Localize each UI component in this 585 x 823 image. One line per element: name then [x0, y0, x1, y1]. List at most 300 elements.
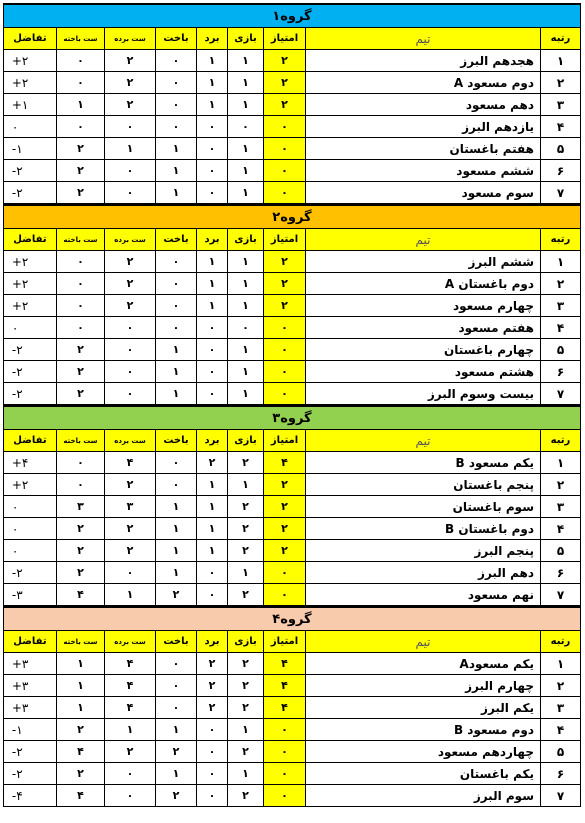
header-won: برد [197, 631, 228, 653]
cell-sets-won: ۴ [105, 697, 156, 719]
cell-lost: ۱ [156, 383, 197, 405]
table-row [3, 72, 580, 94]
cell-rank: ۴ [541, 116, 581, 138]
group-title: گروه۲ [3, 205, 580, 229]
table-row [3, 496, 580, 518]
cell-sets-won: ۲ [105, 94, 156, 116]
cell-won: ۱ [197, 496, 228, 518]
cell-played: ۱ [228, 474, 264, 496]
cell-played: ۲ [228, 785, 264, 807]
cell-diff: -۲ [3, 562, 56, 584]
header-sets-lost: ست باخته [57, 28, 105, 50]
header-won: برد [197, 430, 228, 452]
header-won: برد [197, 28, 228, 50]
cell-sets-lost: ۰ [57, 116, 105, 138]
cell-played: ۱ [228, 361, 264, 383]
cell-won: ۱ [197, 295, 228, 317]
cell-points: ۲ [264, 273, 306, 295]
cell-points: ۴ [264, 452, 306, 474]
header-row [3, 229, 580, 251]
cell-played: ۰ [228, 317, 264, 339]
cell-sets-won: ۰ [105, 763, 156, 785]
cell-points: ۲ [264, 295, 306, 317]
header-played: بازی [228, 430, 264, 452]
group-table-4 [3, 606, 581, 807]
cell-points: ۲ [264, 496, 306, 518]
cell-lost: ۱ [156, 361, 197, 383]
cell-lost: ۰ [156, 317, 197, 339]
cell-rank: ۵ [541, 540, 581, 562]
cell-points: ۲ [264, 72, 306, 94]
header-sets-lost: ست باخته [57, 430, 105, 452]
cell-points: ۲ [264, 251, 306, 273]
cell-points: ۰ [264, 138, 306, 160]
group-title-row [3, 406, 580, 430]
cell-won: ۰ [197, 116, 228, 138]
cell-sets-won: ۲ [105, 295, 156, 317]
table-row [3, 719, 580, 741]
header-rank: رتبه [541, 28, 581, 50]
cell-won: ۰ [197, 763, 228, 785]
cell-team: نهم مسعود [306, 584, 541, 606]
table-row [3, 763, 580, 785]
cell-sets-won: ۳ [105, 496, 156, 518]
cell-sets-lost: ۱ [57, 697, 105, 719]
cell-rank: ۷ [541, 785, 581, 807]
cell-diff: ۰ [3, 540, 56, 562]
cell-lost: ۱ [156, 339, 197, 361]
cell-played: ۱ [228, 138, 264, 160]
cell-diff: -۲ [3, 741, 56, 763]
cell-lost: ۲ [156, 785, 197, 807]
cell-sets-lost: ۴ [57, 785, 105, 807]
cell-sets-won: ۰ [105, 361, 156, 383]
cell-sets-lost: ۰ [57, 72, 105, 94]
cell-team: چهارم باغستان [306, 339, 541, 361]
cell-points: ۲ [264, 518, 306, 540]
header-sets-won: ست برده [105, 631, 156, 653]
cell-diff: -۱ [3, 719, 56, 741]
cell-lost: ۰ [156, 452, 197, 474]
header-points: امتیاز [264, 229, 306, 251]
header-row [3, 430, 580, 452]
cell-lost: ۱ [156, 496, 197, 518]
cell-team: ششم البرز [306, 251, 541, 273]
cell-lost: ۰ [156, 295, 197, 317]
cell-points: ۰ [264, 317, 306, 339]
cell-diff: +۳ [3, 697, 56, 719]
table-row [3, 251, 580, 273]
cell-points: ۴ [264, 697, 306, 719]
cell-rank: ۵ [541, 339, 581, 361]
cell-team: دوم مسعود B [306, 719, 541, 741]
cell-diff: -۲ [3, 339, 56, 361]
cell-diff: -۳ [3, 584, 56, 606]
cell-sets-won: ۲ [105, 540, 156, 562]
cell-sets-won: ۲ [105, 273, 156, 295]
group-title: گروه۴ [3, 607, 580, 631]
cell-lost: ۱ [156, 719, 197, 741]
cell-sets-lost: ۰ [57, 295, 105, 317]
cell-lost: ۱ [156, 160, 197, 182]
cell-won: ۱ [197, 251, 228, 273]
cell-won: ۰ [197, 785, 228, 807]
cell-sets-lost: ۰ [57, 317, 105, 339]
table-row [3, 361, 580, 383]
header-team: تیم [306, 28, 541, 50]
group-title-row [3, 4, 580, 28]
header-team: تیم [306, 631, 541, 653]
cell-sets-lost: ۲ [57, 763, 105, 785]
cell-sets-won: ۰ [105, 182, 156, 204]
cell-lost: ۱ [156, 138, 197, 160]
cell-sets-won: ۲ [105, 474, 156, 496]
cell-played: ۱ [228, 562, 264, 584]
header-diff: تفاضل [3, 229, 56, 251]
cell-team: هشتم مسعود [306, 361, 541, 383]
cell-rank: ۱ [541, 251, 581, 273]
cell-diff: +۲ [3, 72, 56, 94]
cell-points: ۲ [264, 50, 306, 72]
cell-played: ۱ [228, 273, 264, 295]
cell-won: ۱ [197, 72, 228, 94]
cell-diff: +۲ [3, 295, 56, 317]
table-row [3, 697, 580, 719]
cell-diff: -۲ [3, 763, 56, 785]
group-title: گروه۳ [3, 406, 580, 430]
cell-sets-won: ۲ [105, 741, 156, 763]
cell-lost: ۰ [156, 72, 197, 94]
cell-sets-lost: ۲ [57, 518, 105, 540]
cell-diff: +۲ [3, 50, 56, 72]
cell-lost: ۱ [156, 518, 197, 540]
cell-team: دوم باغستان A [306, 273, 541, 295]
header-sets-won: ست برده [105, 430, 156, 452]
cell-won: ۰ [197, 584, 228, 606]
header-points: امتیاز [264, 28, 306, 50]
header-points: امتیاز [264, 430, 306, 452]
cell-diff: ۰ [3, 518, 56, 540]
cell-diff: -۲ [3, 361, 56, 383]
table-row [3, 675, 580, 697]
header-sets-lost: ست باخته [57, 631, 105, 653]
cell-diff: ۰ [3, 116, 56, 138]
cell-lost: ۰ [156, 251, 197, 273]
cell-sets-lost: ۰ [57, 273, 105, 295]
cell-won: ۰ [197, 317, 228, 339]
cell-played: ۱ [228, 72, 264, 94]
cell-won: ۰ [197, 138, 228, 160]
cell-lost: ۰ [156, 50, 197, 72]
cell-sets-won: ۰ [105, 339, 156, 361]
table-row [3, 741, 580, 763]
cell-won: ۰ [197, 160, 228, 182]
cell-lost: ۰ [156, 116, 197, 138]
cell-rank: ۲ [541, 474, 581, 496]
cell-points: ۰ [264, 182, 306, 204]
cell-sets-lost: ۱ [57, 675, 105, 697]
header-team: تیم [306, 229, 541, 251]
cell-team: چهارم البرز [306, 675, 541, 697]
header-diff: تفاضل [3, 631, 56, 653]
cell-lost: ۰ [156, 273, 197, 295]
header-diff: تفاضل [3, 430, 56, 452]
cell-sets-won: ۲ [105, 251, 156, 273]
cell-rank: ۴ [541, 518, 581, 540]
header-lost: باخت [156, 229, 197, 251]
cell-rank: ۲ [541, 72, 581, 94]
cell-sets-lost: ۳ [57, 496, 105, 518]
cell-played: ۲ [228, 697, 264, 719]
cell-rank: ۶ [541, 160, 581, 182]
cell-points: ۴ [264, 653, 306, 675]
cell-sets-lost: ۰ [57, 50, 105, 72]
table-row [3, 160, 580, 182]
cell-sets-lost: ۲ [57, 182, 105, 204]
cell-sets-lost: ۱ [57, 653, 105, 675]
cell-diff: +۲ [3, 251, 56, 273]
header-rank: رتبه [541, 631, 581, 653]
group-table-2 [3, 204, 581, 405]
table-row [3, 182, 580, 204]
header-sets-lost: ست باخته [57, 229, 105, 251]
header-row [3, 631, 580, 653]
cell-lost: ۲ [156, 741, 197, 763]
group-title-row [3, 607, 580, 631]
standings-sheet [4, 3, 581, 807]
cell-points: ۰ [264, 763, 306, 785]
cell-sets-won: ۰ [105, 317, 156, 339]
cell-sets-won: ۰ [105, 160, 156, 182]
cell-diff: +۲ [3, 273, 56, 295]
cell-diff: -۲ [3, 160, 56, 182]
cell-won: ۱ [197, 518, 228, 540]
cell-points: ۰ [264, 361, 306, 383]
cell-rank: ۵ [541, 741, 581, 763]
cell-sets-won: ۴ [105, 675, 156, 697]
cell-sets-won: ۰ [105, 562, 156, 584]
cell-team: یکم مسعود B [306, 452, 541, 474]
cell-played: ۲ [228, 653, 264, 675]
cell-sets-won: ۱ [105, 584, 156, 606]
cell-diff: +۴ [3, 452, 56, 474]
cell-points: ۰ [264, 741, 306, 763]
cell-team: دوم باغستان B [306, 518, 541, 540]
header-lost: باخت [156, 631, 197, 653]
header-rank: رتبه [541, 430, 581, 452]
cell-team: دوم مسعود A [306, 72, 541, 94]
cell-team: یازدهم البرز [306, 116, 541, 138]
cell-rank: ۵ [541, 138, 581, 160]
cell-rank: ۴ [541, 317, 581, 339]
header-points: امتیاز [264, 631, 306, 653]
cell-lost: ۱ [156, 540, 197, 562]
cell-rank: ۳ [541, 295, 581, 317]
cell-played: ۲ [228, 452, 264, 474]
cell-won: ۲ [197, 675, 228, 697]
cell-played: ۲ [228, 584, 264, 606]
cell-diff: ۰ [3, 496, 56, 518]
cell-sets-lost: ۰ [57, 474, 105, 496]
table-row [3, 584, 580, 606]
cell-sets-lost: ۰ [57, 452, 105, 474]
cell-sets-won: ۰ [105, 785, 156, 807]
cell-sets-lost: ۴ [57, 741, 105, 763]
cell-sets-won: ۰ [105, 116, 156, 138]
cell-points: ۲ [264, 94, 306, 116]
cell-diff: +۳ [3, 653, 56, 675]
cell-won: ۰ [197, 383, 228, 405]
cell-team: یکم مسعودA [306, 653, 541, 675]
cell-rank: ۶ [541, 763, 581, 785]
cell-sets-won: ۴ [105, 452, 156, 474]
table-row [3, 116, 580, 138]
cell-points: ۲ [264, 540, 306, 562]
cell-team: سوم مسعود [306, 182, 541, 204]
cell-diff: +۳ [3, 675, 56, 697]
cell-lost: ۰ [156, 474, 197, 496]
cell-won: ۰ [197, 741, 228, 763]
cell-team: دهم مسعود [306, 94, 541, 116]
cell-played: ۱ [228, 295, 264, 317]
cell-diff: -۲ [3, 383, 56, 405]
cell-lost: ۱ [156, 763, 197, 785]
cell-lost: ۰ [156, 675, 197, 697]
header-lost: باخت [156, 430, 197, 452]
cell-rank: ۷ [541, 182, 581, 204]
cell-lost: ۱ [156, 182, 197, 204]
cell-team: یکم البرز [306, 697, 541, 719]
cell-points: ۰ [264, 339, 306, 361]
cell-played: ۲ [228, 741, 264, 763]
cell-lost: ۰ [156, 653, 197, 675]
cell-won: ۰ [197, 339, 228, 361]
group-title-row [3, 205, 580, 229]
table-row [3, 562, 580, 584]
cell-won: ۱ [197, 273, 228, 295]
cell-won: ۱ [197, 540, 228, 562]
cell-team: پنجم البرز [306, 540, 541, 562]
table-row [3, 540, 580, 562]
cell-played: ۰ [228, 116, 264, 138]
table-row [3, 273, 580, 295]
cell-won: ۲ [197, 697, 228, 719]
group-table-3 [3, 405, 581, 606]
table-row [3, 138, 580, 160]
header-played: بازی [228, 229, 264, 251]
cell-played: ۱ [228, 94, 264, 116]
table-row [3, 785, 580, 807]
cell-rank: ۲ [541, 675, 581, 697]
header-row [3, 28, 580, 50]
cell-diff: -۱ [3, 138, 56, 160]
cell-team: سوم باغستان [306, 496, 541, 518]
header-played: بازی [228, 28, 264, 50]
header-team: تیم [306, 430, 541, 452]
cell-played: ۱ [228, 719, 264, 741]
cell-played: ۱ [228, 50, 264, 72]
cell-played: ۱ [228, 251, 264, 273]
cell-sets-lost: ۱ [57, 94, 105, 116]
cell-sets-won: ۲ [105, 518, 156, 540]
cell-lost: ۰ [156, 697, 197, 719]
cell-won: ۲ [197, 653, 228, 675]
cell-lost: ۰ [156, 94, 197, 116]
cell-points: ۰ [264, 785, 306, 807]
cell-won: ۰ [197, 361, 228, 383]
cell-team: ششم مسعود [306, 160, 541, 182]
cell-played: ۱ [228, 160, 264, 182]
table-row [3, 383, 580, 405]
cell-lost: ۱ [156, 562, 197, 584]
header-won: برد [197, 229, 228, 251]
table-row [3, 452, 580, 474]
cell-lost: ۲ [156, 584, 197, 606]
cell-sets-won: ۴ [105, 653, 156, 675]
cell-rank: ۳ [541, 94, 581, 116]
table-row [3, 50, 580, 72]
cell-rank: ۷ [541, 383, 581, 405]
cell-sets-won: ۱ [105, 719, 156, 741]
cell-diff: +۲ [3, 474, 56, 496]
cell-points: ۰ [264, 584, 306, 606]
cell-team: پنجم باغستان [306, 474, 541, 496]
cell-points: ۴ [264, 675, 306, 697]
cell-rank: ۶ [541, 562, 581, 584]
cell-rank: ۳ [541, 496, 581, 518]
cell-played: ۲ [228, 518, 264, 540]
cell-sets-lost: ۴ [57, 584, 105, 606]
cell-sets-won: ۲ [105, 72, 156, 94]
cell-sets-lost: ۲ [57, 160, 105, 182]
cell-won: ۱ [197, 474, 228, 496]
cell-sets-lost: ۰ [57, 251, 105, 273]
cell-rank: ۱ [541, 452, 581, 474]
cell-sets-lost: ۲ [57, 540, 105, 562]
cell-team: چهارم مسعود [306, 295, 541, 317]
cell-points: ۰ [264, 116, 306, 138]
cell-sets-lost: ۲ [57, 339, 105, 361]
cell-team: هفتم مسعود [306, 317, 541, 339]
cell-played: ۱ [228, 182, 264, 204]
cell-sets-lost: ۲ [57, 138, 105, 160]
cell-team: هفتم باغستان [306, 138, 541, 160]
cell-rank: ۲ [541, 273, 581, 295]
cell-team: بیست وسوم البرز [306, 383, 541, 405]
group-title: گروه۱ [3, 4, 580, 28]
table-row [3, 474, 580, 496]
cell-won: ۰ [197, 562, 228, 584]
cell-rank: ۶ [541, 361, 581, 383]
cell-won: ۱ [197, 94, 228, 116]
cell-points: ۰ [264, 562, 306, 584]
table-row [3, 295, 580, 317]
cell-sets-lost: ۲ [57, 361, 105, 383]
cell-team: سوم البرز [306, 785, 541, 807]
cell-rank: ۱ [541, 653, 581, 675]
cell-team: هجدهم البرز [306, 50, 541, 72]
cell-rank: ۳ [541, 697, 581, 719]
cell-played: ۲ [228, 540, 264, 562]
cell-diff: +۱ [3, 94, 56, 116]
header-sets-won: ست برده [105, 229, 156, 251]
cell-played: ۱ [228, 763, 264, 785]
header-played: بازی [228, 631, 264, 653]
cell-rank: ۷ [541, 584, 581, 606]
cell-sets-won: ۲ [105, 50, 156, 72]
cell-won: ۲ [197, 452, 228, 474]
table-row [3, 317, 580, 339]
